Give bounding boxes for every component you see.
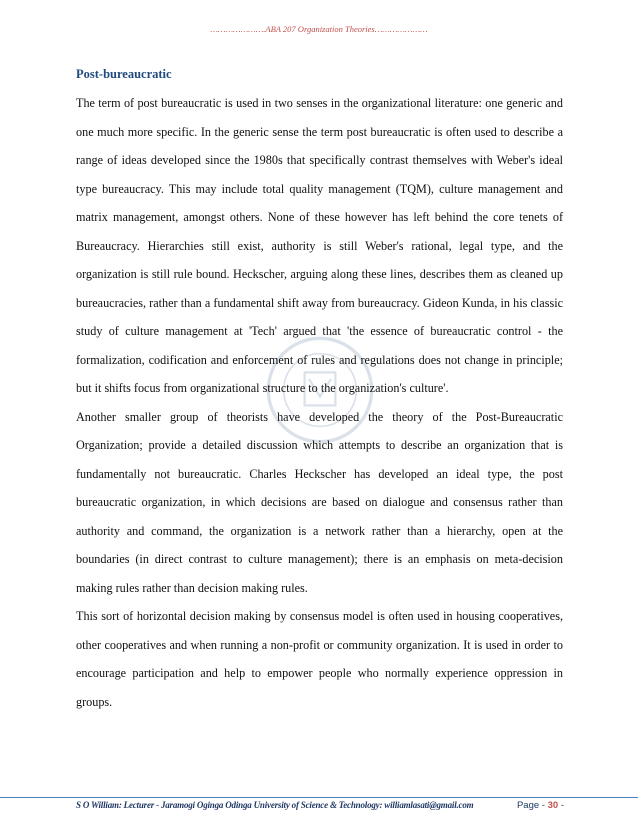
- page-number-value: 30: [547, 800, 559, 811]
- paragraph-3: This sort of horizontal decision making by consensus model is often used in housing cooperatives, other cooperatives and when running a non-profit or community organization. It is used in order to encourage participation and help to empower people who normally experience oppression in groups.: [76, 609, 563, 709]
- body-text: [76, 89, 563, 716]
- running-header: ………………….ABA 207 Organization Theories…………………: [210, 24, 428, 34]
- footer-rule: [0, 797, 638, 798]
- page-number: [517, 800, 564, 811]
- paragraph-2: Another smaller group of theorists have developed the theory of the Post-Bureaucratic Organization; provide a detailed discussion which attempts to describe an organization that is fundamentally not bureaucratic. Charles Heckscher has developed an ideal type, the post bureaucratic organization, in which decisions are based on dialogue and consensus rather than authority and command, the organization is a network rather than a hierarchy, open at the boundaries (in direct contrast to culture management); there is an emphasis on meta-decision making rules rather than decision making rules.: [76, 409, 563, 595]
- footer-author: S O William: Lecturer - Jaramogi Oginga Odinga University of Science & Technology: williamlasati@gmail.com: [76, 800, 474, 810]
- page-suffix: -: [560, 800, 564, 811]
- section-title: Post-bureaucratic: [76, 67, 172, 81]
- paragraph-1: The term of post bureaucratic is used in two senses in the organizational literature: one generic and one much more specific. In the generic sense the term post bureaucratic is often used to describe a range of ideas developed since the 1980s that specifically contrast themselves with Weber's ideal type bureaucracy. This may include total quality management (TQM), culture management and matrix management, amongst others. None of these however has left behind the core tenets of Bureaucracy. Hierarchies still exist, authority is still Weber's rational, legal type, and the organization is still rule bound. Heckscher, arguing along these lines, describes them as cleaned up bureaucracies, rather than a fundamental shift away from bureaucracy. Gideon Kunda, in his classic study of culture management at 'Tech' argued that 'the essence of bureaucratic control - the formalization, codification and enforcement of rules and regulations does not change in principle; but it shifts focus from organizational structure to the organization's culture'.: [76, 96, 563, 395]
- page-label: Page -: [516, 800, 545, 811]
